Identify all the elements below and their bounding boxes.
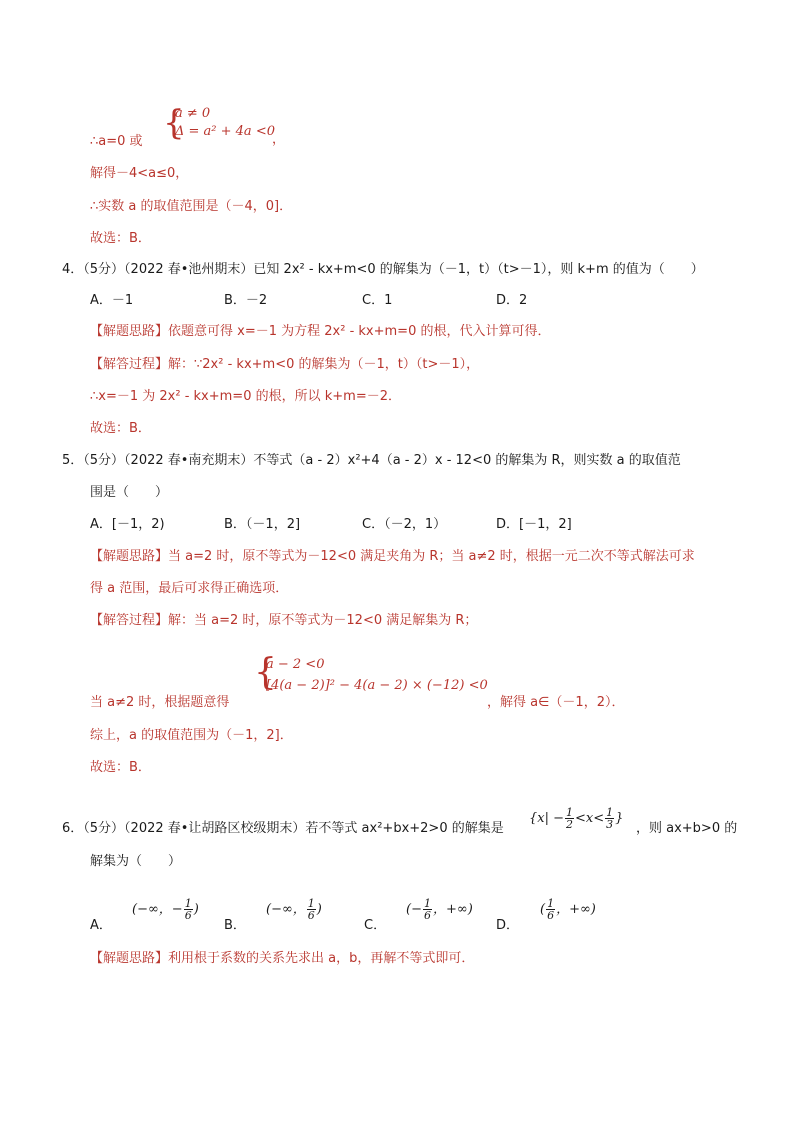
q4-option-c: C．1 [362, 293, 393, 308]
q5-option-b: B．（－1，2] [224, 517, 301, 532]
q6-idea [90, 950, 474, 968]
q6-option-b-close: ) [316, 902, 322, 917]
q4-proc-text: 解：∵2x² - kx+m<0 的解集为（－1，t）（t>－1）， [168, 357, 480, 372]
q6-option-a-close: ) [193, 902, 199, 917]
q6-set-f2-num: 1 [606, 806, 614, 819]
range-line: ∴实数 a 的取值范围是（－4，0]． [90, 199, 293, 214]
q5-option-c: C．（－2，1） [362, 517, 447, 532]
q4-option-d: D．2 [496, 293, 528, 308]
q4-process-line2: ∴x=－1 为 2x² - kx+m=0 的根，所以 k+m=－2． [90, 389, 401, 404]
q6-option-b-den: 6 [307, 909, 315, 922]
q6-option-a-num: 1 [184, 897, 192, 910]
q6-set-f1-num: 1 [566, 806, 574, 819]
q6-option-a-den: 6 [184, 909, 192, 922]
q5-option-a: A．[－1，2) [90, 517, 165, 532]
q6-set-mid: <x< [575, 811, 605, 826]
q5-option-d: D．[－1，2] [496, 517, 572, 532]
q6-option-c-close: ，+∞) [432, 902, 473, 917]
case-line: ∴a=0 或 [90, 134, 143, 149]
q5-answer: 故选：B． [90, 760, 151, 775]
q4-process [90, 356, 479, 374]
q5-stem-line1: 5．（5分）（2022 春•南充期末）不等式（a - 2）x²+4（a - 2）x - 12<0 的解集为 R，则实数 a 的取值范 [62, 453, 681, 468]
q6-set-fraction-2 [605, 807, 614, 830]
q6-option-a-open: (−∞，− [132, 902, 183, 917]
q6-option-c-label: C． [364, 918, 387, 933]
q4-stem: 4．（5分）（2022 春•池州期末）已知 2x² - kx+m<0 的解集为（－1，t）（t>－1），则 k+m 的值为（ ） [62, 262, 704, 277]
q5-idea-tag: 【解题思路】 [90, 549, 169, 564]
q6-option-b-num: 1 [307, 897, 315, 910]
q5-stem-line2: 围是（ ） [90, 485, 169, 500]
q6-stem-prefix: 6．（5分）（2022 春•让胡路区校级期末）若不等式 ax²+bx+2>0 的解集是 [62, 821, 504, 836]
q6-solution-set [529, 806, 623, 832]
q6-option-a-value [132, 897, 199, 923]
q6-option-a-fraction [184, 898, 193, 921]
q4-idea-tag: 【解题思路】 [90, 324, 169, 339]
system-row-2: Δ = a² + 4a <0 [175, 124, 275, 139]
q5-process [90, 612, 477, 630]
q6-option-c-den: 6 [423, 909, 431, 922]
q5-idea-line2: 得 a 范围，最后可求得正确选项． [90, 581, 289, 596]
q6-option-c-fraction [423, 898, 432, 921]
q4-idea [90, 323, 550, 341]
q6-option-d-close: ，+∞) [556, 902, 596, 917]
q6-set-open: {x| − [529, 811, 565, 826]
q6-idea-tag: 【解题思路】 [90, 951, 169, 966]
q6-set-f1-den: 2 [566, 818, 574, 831]
q6-option-d-label: D． [496, 918, 520, 933]
q6-option-b-label: B． [224, 918, 246, 933]
q5-system-prefix: 当 a≠2 时，根据题意得 [90, 695, 230, 710]
q4-option-a: A．－1 [90, 293, 134, 308]
q6-option-c-num: 1 [423, 897, 431, 910]
answer-line: 故选：B． [90, 231, 151, 246]
q6-stem-line2: 解集为（ ） [90, 854, 182, 869]
q6-option-c-open: (− [406, 902, 422, 917]
q6-idea-text: 利用根于系数的关系先求出 a，b，再解不等式即可． [168, 951, 475, 966]
q4-option-b: B．－2 [224, 293, 268, 308]
q5-proc-text: 解：当 a=2 时，原不等式为－12<0 满足解集为 R； [168, 613, 478, 628]
q4-proc-tag: 【解答过程】 [90, 357, 169, 372]
q6-set-fraction-1 [565, 807, 574, 830]
solution-line: 解得－4<a≤0， [90, 166, 189, 181]
q5-idea-line1: 当 a=2 时，原不等式为－12<0 满足夹角为 R；当 a≠2 时，根据一元二次不等式解法可求 [168, 549, 695, 564]
brace-symbol: { [163, 103, 185, 143]
system-row-1: a ≠ 0 [175, 106, 211, 121]
q6-stem-suffix: ，则 ax+b>0 的 [636, 821, 738, 836]
q6-option-d-num: 1 [547, 897, 555, 910]
q6-option-b-value [266, 897, 322, 923]
q4-answer: 故选：B． [90, 421, 151, 436]
q6-option-d-fraction [546, 898, 555, 921]
q5-proc-tag: 【解答过程】 [90, 613, 169, 628]
q5-system-row-1: a − 2 <0 [266, 657, 325, 672]
q6-set-close: } [615, 811, 624, 826]
q6-option-d-den: 6 [547, 909, 555, 922]
q6-option-b-open: (−∞， [266, 902, 306, 917]
q5-summary: 综上，a 的取值范围为（－1，2]． [90, 728, 293, 743]
q6-option-d-open: ( [540, 902, 546, 917]
q6-option-d-value [540, 897, 596, 923]
system-suffix: ， [272, 132, 286, 147]
q5-idea [90, 548, 695, 566]
q4-idea-text: 依题意可得 x=－1 为方程 2x² - kx+m=0 的根，代入计算可得． [168, 324, 551, 339]
q6-set-f2-den: 3 [606, 818, 614, 831]
q5-brace-symbol: { [254, 652, 277, 693]
q5-system-row-2: [4(a − 2)]² − 4(a − 2) × (−12) <0 [266, 678, 488, 693]
q6-option-a-label: A． [90, 918, 112, 933]
q5-system-suffix: ，解得 a∈（－1，2）． [487, 695, 625, 710]
q6-option-b-fraction [307, 898, 316, 921]
q6-option-c-value [406, 897, 473, 923]
